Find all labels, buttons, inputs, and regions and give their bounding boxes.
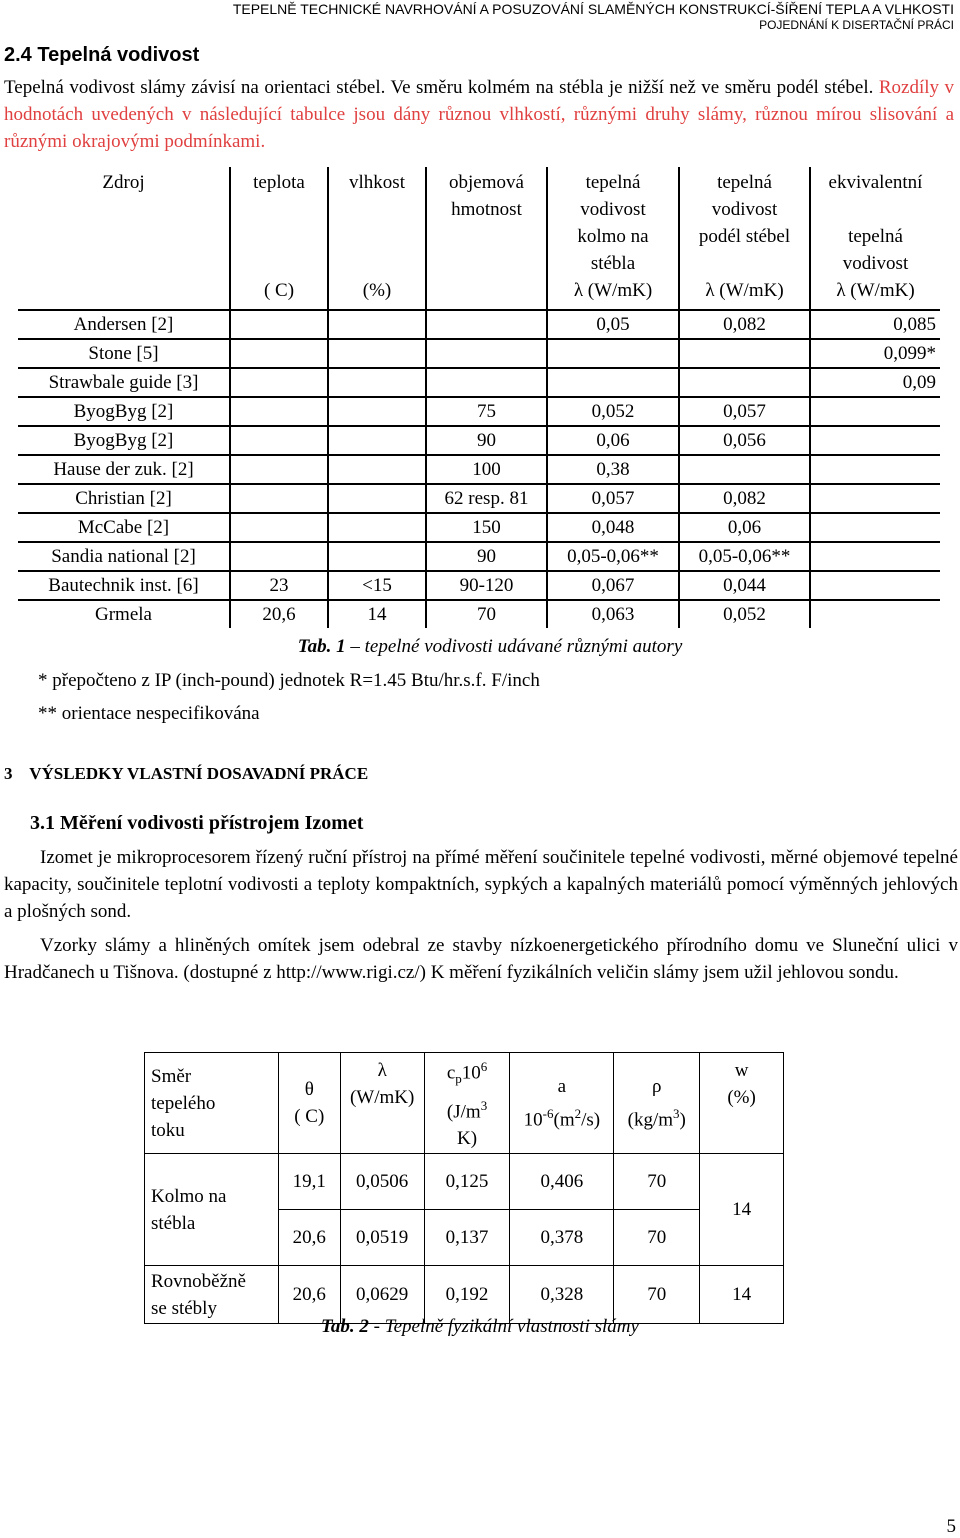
cell-conductivity-parallel bbox=[679, 339, 810, 368]
cell-density: 90 bbox=[426, 542, 547, 571]
header-conductivity-perpendicular: tepelná vodivost kolmo na stébla λ (W/mK) bbox=[547, 167, 679, 310]
cell-temperature bbox=[230, 513, 328, 542]
table-row bbox=[18, 542, 940, 571]
cell-temperature bbox=[230, 310, 328, 339]
cell-conductivity-parallel: 0,082 bbox=[679, 484, 810, 513]
running-header-title: TEPELNĚ TECHNICKÉ NAVRHOVÁNÍ A POSUZOVÁNÍ SLAMĚNÝCH KONSTRUKCÍ-ŠÍŘENÍ TEPLA A VLHKOSTI bbox=[232, 1, 954, 17]
conductivity-table bbox=[18, 167, 940, 628]
table-1-label: Tab. 1 bbox=[297, 636, 346, 657]
cell-conductivity-parallel bbox=[679, 368, 810, 397]
cell-density bbox=[426, 339, 547, 368]
cell-source: Sandia national [2] bbox=[18, 542, 230, 571]
cell-moisture: 14 bbox=[700, 1154, 784, 1266]
header-moisture: w (%) bbox=[700, 1053, 784, 1154]
cell-conductivity-equivalent bbox=[810, 455, 940, 484]
cell-conductivity-perpendicular: 0,05 bbox=[547, 310, 679, 339]
cell-heat-capacity: 0,125 bbox=[424, 1154, 510, 1210]
header-temperature: teplota ( C) bbox=[230, 167, 328, 310]
header-heat-capacity: $c_p10^6$ ($J/m^3$ K) bbox=[424, 1053, 510, 1154]
header-humidity: vlhkost (%) bbox=[328, 167, 426, 310]
section-heading-2-4: 2.4 Tepelná vodivost bbox=[4, 44, 200, 66]
paragraph-izomet: Izomet je mikroprocesorem řízený ruční přístroj na přímé měření součinitele tepelné vodivosti, měrné objemové tepelné kapacity, součinitele teplotní vodivosti a teploty kompaktních, sypkých a kapalných materiálů pomocí výměnných jehlových a plošných sond. bbox=[4, 847, 958, 922]
cell-lambda: 0,0629 bbox=[340, 1266, 424, 1324]
cell-conductivity-perpendicular: 0,38 bbox=[547, 455, 679, 484]
cell-source: McCabe [2] bbox=[18, 513, 230, 542]
cell-density: 90 bbox=[426, 426, 547, 455]
cell-humidity bbox=[328, 397, 426, 426]
cell-source: ByogByg [2] bbox=[18, 426, 230, 455]
cell-heat-capacity: 0,137 bbox=[424, 1210, 510, 1266]
page-number: 5 bbox=[946, 1516, 956, 1537]
running-header-subtitle: POJEDNÁNÍ K DISERTAČNÍ PRÁCI bbox=[759, 18, 954, 32]
cell-temperature bbox=[230, 397, 328, 426]
cell-density bbox=[426, 368, 547, 397]
cell-conductivity-perpendicular: 0,048 bbox=[547, 513, 679, 542]
cell-source: Strawbale guide [3] bbox=[18, 368, 230, 397]
paragraph-samples: Vzorky slámy a hliněných omítek jsem odebral ze stavby nízkoenergetického přírodního domu ve Sluneční ulici v Hradčanech u Tišnova. (dostupné z http://www.rigi.cz/) K měření fyzikálních veličin slámy jsem užil jehlovou sondu. bbox=[4, 935, 958, 983]
cell-conductivity-perpendicular bbox=[547, 368, 679, 397]
cell-conductivity-perpendicular: 0,06 bbox=[547, 426, 679, 455]
header-flow-direction: Směr tepelého toku bbox=[145, 1053, 279, 1154]
table-row bbox=[18, 571, 940, 600]
table-row bbox=[145, 1154, 784, 1210]
table-1-caption-text: – tepelné vodivosti udávané různými autory bbox=[345, 636, 683, 657]
cell-conductivity-perpendicular: 0,067 bbox=[547, 571, 679, 600]
table-2-caption-text: - Tepelně fyzikální vlastnosti slámy bbox=[368, 1316, 639, 1337]
cell-conductivity-parallel: 0,044 bbox=[679, 571, 810, 600]
cell-conductivity-equivalent bbox=[810, 513, 940, 542]
section-heading-3: 3 VÝSLEDKY VLASTNÍ DOSAVADNÍ PRÁCE bbox=[4, 764, 369, 783]
cell-source: ByogByg [2] bbox=[18, 397, 230, 426]
cell-source: Bautechnik inst. [6] bbox=[18, 571, 230, 600]
cell-conductivity-parallel: 0,052 bbox=[679, 600, 810, 628]
cell-temperature bbox=[230, 339, 328, 368]
cell-density: 100 bbox=[426, 455, 547, 484]
table-2-label: Tab. 2 bbox=[321, 1316, 369, 1337]
cell-diffusivity: 0,328 bbox=[510, 1266, 614, 1324]
header-diffusivity: a $10^{-6}(m^2/s)$ bbox=[510, 1053, 614, 1154]
cell-humidity bbox=[328, 339, 426, 368]
cell-conductivity-parallel: 0,082 bbox=[679, 310, 810, 339]
table-row bbox=[18, 310, 940, 339]
cell-conductivity-equivalent: 0,099* bbox=[810, 339, 940, 368]
cell-conductivity-parallel: 0,057 bbox=[679, 397, 810, 426]
cell-temperature: 23 bbox=[230, 571, 328, 600]
cell-temperature: 20,6 bbox=[230, 600, 328, 628]
cell-theta: 20,6 bbox=[278, 1210, 340, 1266]
table-row bbox=[18, 397, 940, 426]
cell-density: 62 resp. 81 bbox=[426, 484, 547, 513]
cell-conductivity-perpendicular bbox=[547, 339, 679, 368]
header-density: objemová hmotnost bbox=[426, 167, 547, 310]
footnote-orientation: ** orientace nespecifikována bbox=[38, 703, 260, 724]
cell-density: 75 bbox=[426, 397, 547, 426]
cell-density: 70 bbox=[426, 600, 547, 628]
cell-humidity bbox=[328, 513, 426, 542]
cell-source: Andersen [2] bbox=[18, 310, 230, 339]
cell-humidity bbox=[328, 455, 426, 484]
cell-humidity bbox=[328, 310, 426, 339]
cell-theta: 20,6 bbox=[278, 1266, 340, 1324]
cell-conductivity-parallel bbox=[679, 455, 810, 484]
table-row bbox=[18, 513, 940, 542]
cell-humidity bbox=[328, 368, 426, 397]
table-header-row bbox=[18, 167, 940, 310]
cell-conductivity-perpendicular: 0,05-0,06** bbox=[547, 542, 679, 571]
cell-diffusivity: 0,378 bbox=[510, 1210, 614, 1266]
cell-conductivity-perpendicular: 0,057 bbox=[547, 484, 679, 513]
cell-conductivity-equivalent: 0,085 bbox=[810, 310, 940, 339]
cell-temperature bbox=[230, 455, 328, 484]
table-row bbox=[18, 339, 940, 368]
footnote-conversion: * přepočteno z IP (inch-pound) jednotek R=1.45 Btu/hr.s.f. F/inch bbox=[38, 670, 540, 691]
cell-temperature bbox=[230, 484, 328, 513]
section-2-4-paragraph bbox=[4, 74, 954, 155]
paragraph-orientation: Tepelná vodivost slámy závisí na orientaci stébel. Ve směru kolmém na stébla je nižší než ve směru podél stébel. bbox=[4, 77, 874, 98]
cell-density bbox=[426, 310, 547, 339]
direction-perpendicular: Kolmo na stébla bbox=[145, 1154, 279, 1266]
table-2-caption bbox=[0, 1316, 960, 1338]
section-heading-3-1: 3.1 Měření vodivosti přístrojem Izomet bbox=[30, 812, 364, 834]
cell-density: 70 bbox=[614, 1154, 700, 1210]
cell-conductivity-equivalent bbox=[810, 484, 940, 513]
direction-parallel: Rovnoběžně se stébly bbox=[145, 1266, 279, 1324]
cell-density: 70 bbox=[614, 1266, 700, 1324]
cell-source: Hause der zuk. [2] bbox=[18, 455, 230, 484]
cell-conductivity-equivalent bbox=[810, 397, 940, 426]
header-theta: θ ( C) bbox=[278, 1053, 340, 1154]
cell-conductivity-equivalent bbox=[810, 542, 940, 571]
header-source: Zdroj bbox=[18, 167, 230, 310]
table-row bbox=[18, 426, 940, 455]
table-row bbox=[18, 455, 940, 484]
cell-density: 70 bbox=[614, 1210, 700, 1266]
table-2-header-row bbox=[145, 1053, 784, 1154]
cell-conductivity-parallel: 0,056 bbox=[679, 426, 810, 455]
cell-theta: 19,1 bbox=[278, 1154, 340, 1210]
cell-temperature bbox=[230, 426, 328, 455]
cell-diffusivity: 0,406 bbox=[510, 1154, 614, 1210]
table-row bbox=[18, 368, 940, 397]
cell-conductivity-equivalent bbox=[810, 600, 940, 628]
cell-humidity bbox=[328, 484, 426, 513]
cell-humidity: 14 bbox=[328, 600, 426, 628]
cell-humidity bbox=[328, 426, 426, 455]
cell-moisture: 14 bbox=[700, 1266, 784, 1324]
cell-conductivity-parallel: 0,05-0,06** bbox=[679, 542, 810, 571]
cell-conductivity-perpendicular: 0,063 bbox=[547, 600, 679, 628]
cell-density: 150 bbox=[426, 513, 547, 542]
cell-conductivity-equivalent bbox=[810, 426, 940, 455]
cell-source: Christian [2] bbox=[18, 484, 230, 513]
cell-conductivity-equivalent: 0,09 bbox=[810, 368, 940, 397]
paragraph-differences: Rozdíly v hodnotách uvedených v následující tabulce jsou dány různou vlhkostí, různými druhy slámy, různou mírou slisování a různými okrajovými podmínkami. bbox=[4, 77, 955, 152]
cell-temperature bbox=[230, 542, 328, 571]
cell-humidity bbox=[328, 542, 426, 571]
cell-source: Grmela bbox=[18, 600, 230, 628]
cell-lambda: 0,0519 bbox=[340, 1210, 424, 1266]
cell-conductivity-parallel: 0,06 bbox=[679, 513, 810, 542]
header-conductivity-equivalent: ekvivalentní tepelná vodivost λ (W/mK) bbox=[810, 167, 940, 310]
table-row bbox=[18, 484, 940, 513]
cell-conductivity-equivalent bbox=[810, 571, 940, 600]
cell-density: 90-120 bbox=[426, 571, 547, 600]
table-row bbox=[18, 600, 940, 628]
cell-source: Stone [5] bbox=[18, 339, 230, 368]
header-conductivity-parallel: tepelná vodivost podél stébel λ (W/mK) bbox=[679, 167, 810, 310]
straw-properties-table bbox=[144, 1052, 784, 1324]
cell-heat-capacity: 0,192 bbox=[424, 1266, 510, 1324]
table-1-caption bbox=[0, 636, 960, 658]
header-density: ρ $(kg/m^3)$ bbox=[614, 1053, 700, 1154]
header-lambda: λ (W/mK) bbox=[340, 1053, 424, 1154]
cell-temperature bbox=[230, 368, 328, 397]
cell-lambda: 0,0506 bbox=[340, 1154, 424, 1210]
cell-conductivity-perpendicular: 0,052 bbox=[547, 397, 679, 426]
cell-humidity: <15 bbox=[328, 571, 426, 600]
